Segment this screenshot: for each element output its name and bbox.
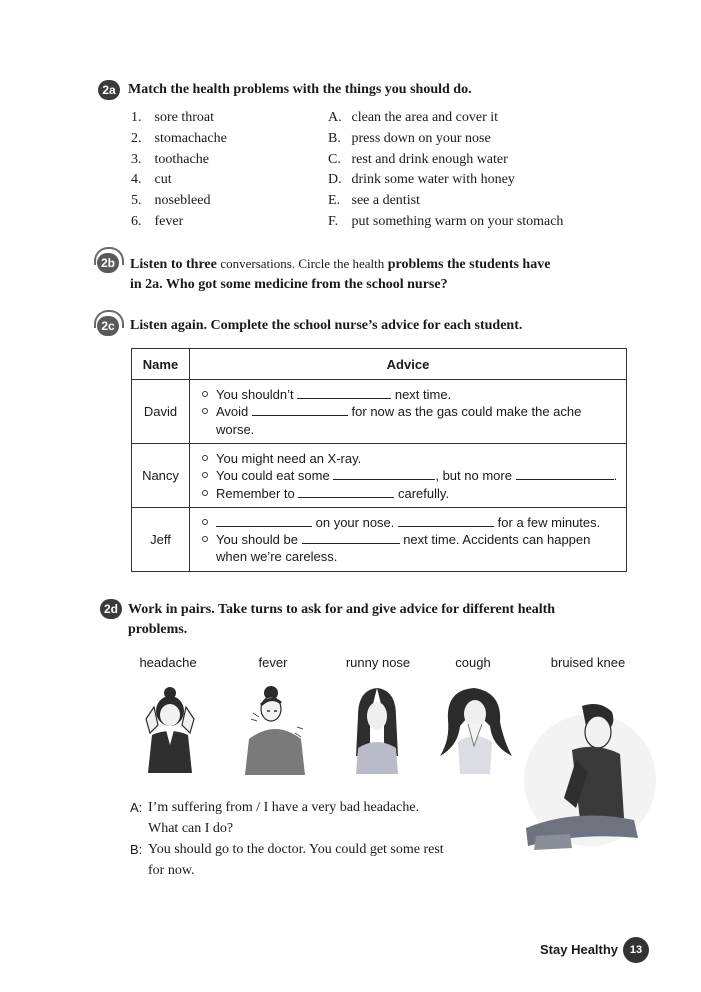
answer-blank[interactable] — [516, 468, 614, 480]
page-number: 13 — [623, 937, 649, 963]
caption-cough: cough — [455, 655, 491, 670]
caption-runny-nose: runny nose — [345, 655, 411, 670]
dialog-a — [130, 797, 510, 839]
answer-blank[interactable] — [298, 486, 394, 498]
answer-blank[interactable] — [252, 404, 348, 416]
list-item: 2. stomachache — [131, 130, 227, 146]
caption-fever: fever — [258, 655, 288, 670]
fever-illustration — [243, 683, 307, 777]
table-row — [132, 507, 627, 571]
caption-bruised-knee: bruised knee — [550, 655, 626, 670]
list-item: 1. sore throat — [131, 110, 214, 125]
dialog-line: What can I do? — [148, 821, 234, 836]
list-item: C. rest and drink enough water — [328, 151, 508, 167]
speaker-b: B: — [130, 842, 143, 857]
dialog-line: for now. — [148, 863, 195, 878]
advice-cell — [190, 507, 627, 571]
list-item: 6. fever — [131, 213, 184, 229]
table-header-row — [132, 349, 627, 380]
headache-illustration — [140, 685, 200, 775]
advice-cell — [190, 444, 627, 508]
dialog-line: I’m suffering from / I have a very bad headache. — [148, 800, 420, 815]
advice-bullet: You could eat some , but no more . — [200, 467, 620, 484]
section-2d-instruction: Work in pairs. Take turns to ask for and give advice for different health problems. — [128, 602, 556, 637]
student-name: Jeff — [132, 507, 190, 571]
student-name: David — [132, 380, 190, 444]
list-item: 5. nosebleed — [131, 193, 211, 209]
answer-blank[interactable] — [398, 515, 494, 527]
caption-headache: headache — [139, 655, 197, 670]
advice-bullet: You might need an X-ray. — [200, 450, 620, 467]
advice-bullet: Remember to carefully. — [200, 485, 620, 502]
answer-blank[interactable] — [333, 468, 435, 480]
table-row — [132, 444, 627, 508]
advice-bullet: You should be next time. Accidents can happen when we’re careless. — [200, 531, 620, 566]
list-item: E. see a dentist — [328, 193, 420, 209]
advice-list — [328, 108, 563, 233]
cough-illustration — [438, 686, 514, 778]
advice-cell — [190, 380, 627, 444]
speaker-a: A: — [130, 800, 143, 815]
list-item: 4. cut — [131, 172, 172, 188]
answer-blank[interactable] — [297, 387, 391, 399]
section-2c-badge: 2c — [97, 316, 119, 336]
section-2c-instruction: Listen again. Complete the school nurse’s advice for each student. — [130, 318, 523, 333]
header-advice: Advice — [190, 349, 627, 380]
answer-blank[interactable] — [216, 515, 312, 527]
section-2a-instruction: Match the health problems with the things you should do. — [128, 82, 472, 97]
section-2b-instruction: Listen to three conversations. Circle the health problems the students have in 2a. Who got some medicine from the school nurse? — [130, 256, 551, 292]
student-name: Nancy — [132, 444, 190, 508]
table-row — [132, 380, 627, 444]
header-name: Name — [132, 349, 190, 380]
section-2a-badge: 2a — [98, 80, 120, 100]
list-item: A. clean the area and cover it — [328, 110, 499, 125]
list-item: F. put something warm on your stomach — [328, 213, 564, 229]
list-item: B. press down on your nose — [328, 130, 491, 146]
list-item: 3. toothache — [131, 151, 209, 167]
dialog-line: You should go to the doctor. You could get some rest — [148, 842, 444, 857]
advice-bullet: Avoid for now as the gas could make the ache worse. — [200, 403, 620, 438]
list-item: D. drink some water with honey — [328, 172, 515, 188]
advice-bullet: You shouldn’t next time. — [200, 386, 620, 403]
advice-bullet: on your nose. for a few minutes. — [200, 514, 620, 531]
problem-list — [131, 108, 227, 233]
answer-blank[interactable] — [302, 532, 400, 544]
section-2b-badge: 2b — [97, 253, 119, 273]
dialog-b — [130, 839, 510, 881]
bruised-knee-illustration — [516, 700, 658, 860]
section-2d-badge: 2d — [100, 599, 122, 619]
runny-nose-illustration — [352, 686, 402, 776]
advice-table — [131, 348, 627, 572]
unit-title: Stay Healthy — [540, 942, 619, 957]
